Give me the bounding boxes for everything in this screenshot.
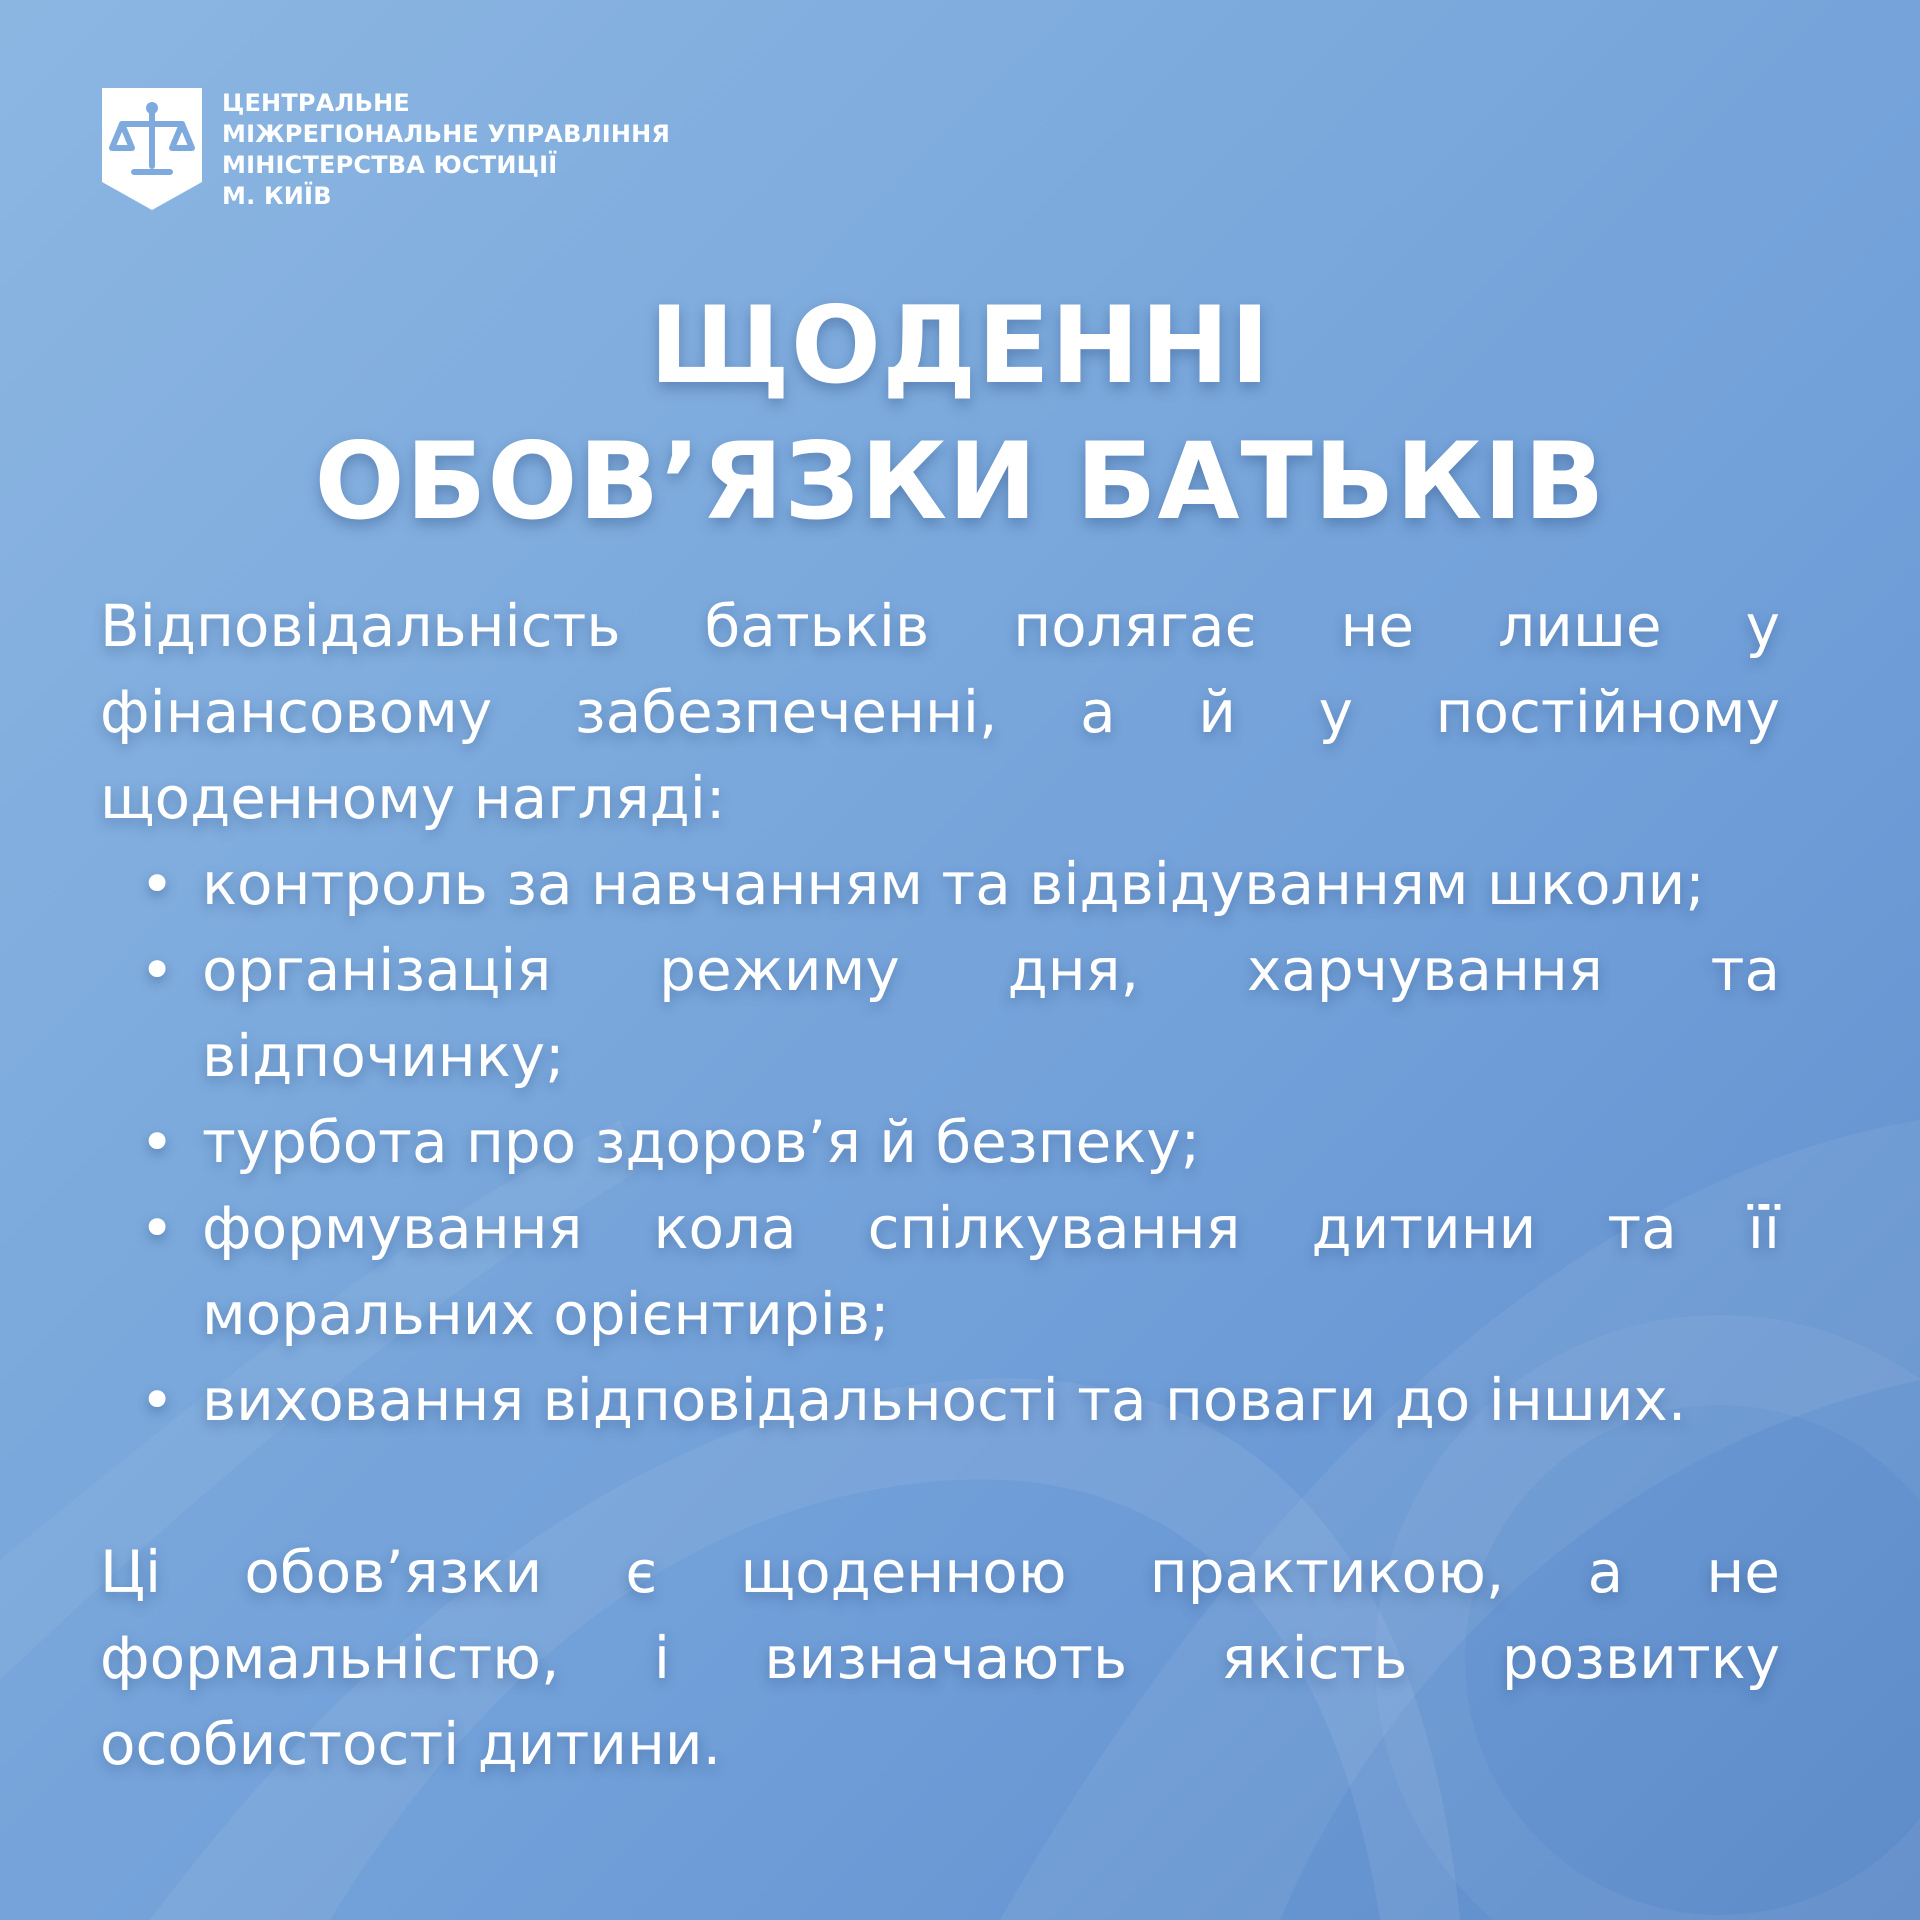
bullet-icon: • <box>140 1108 175 1176</box>
title-line-1: ЩОДЕННІ <box>649 284 1271 407</box>
list-item <box>100 841 1780 927</box>
organization-name-line-4: М. КИЇВ <box>222 182 332 210</box>
list-item <box>100 1099 1780 1185</box>
scales-of-justice-shield-icon <box>100 86 204 212</box>
list-item <box>100 927 1780 1099</box>
list-item-text: турбота про здоров’я й безпеку; <box>202 1108 1201 1176</box>
duties-list <box>100 841 1780 1443</box>
bullet-icon: • <box>140 1194 175 1262</box>
organization-name <box>222 88 670 212</box>
bullet-icon: • <box>140 936 175 1004</box>
list-item <box>100 1185 1780 1357</box>
list-item-text: формування кола спілкування дитини та її моральних орієнтирів; <box>202 1194 1780 1348</box>
organization-name-line-1: ЦЕНТРАЛЬНЕ <box>222 89 410 117</box>
bullet-icon: • <box>140 1366 175 1434</box>
organization-name-line-2: МІЖРЕГІОНАЛЬНЕ УПРАВЛІННЯ <box>222 120 671 148</box>
organization-name-line-3: МІНІСТЕРСТВА ЮСТИЦІЇ <box>222 151 558 179</box>
list-item <box>100 1357 1780 1443</box>
list-item-text: контроль за навчанням та відвідуванням школи; <box>202 850 1705 918</box>
paragraph-spacer <box>100 1443 1780 1529</box>
bullet-icon: • <box>140 850 175 918</box>
conclusion-paragraph: Ці обов’язки є щоденною практикою, а не формальністю, і визначають якість розвитку особистості дитини. <box>100 1538 1780 1778</box>
intro-paragraph: Відповідальність батьків полягає не лише у фінансовому забезпеченні, а й у постійному щоденному нагляді: <box>100 592 1780 832</box>
list-item-text: виховання відповідальності та поваги до інших. <box>202 1366 1687 1434</box>
list-item-text: організація режиму дня, харчування та відпочинку; <box>202 936 1780 1090</box>
body-text <box>100 583 1780 1787</box>
title-line-2: ОБОВ’ЯЗКИ БАТЬКІВ <box>314 420 1606 543</box>
page-title <box>0 278 1920 550</box>
organization-logo <box>100 86 670 212</box>
